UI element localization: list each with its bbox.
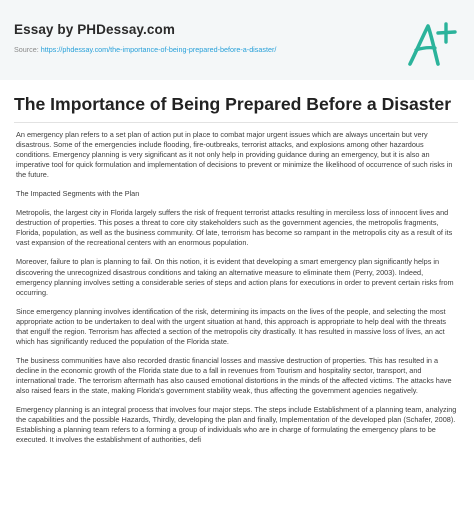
essay-body bbox=[16, 130, 460, 454]
essay-title: The Importance of Being Prepared Before a Disaster bbox=[14, 94, 452, 114]
paragraph-1: An emergency plan refers to a set plan of action put in place to combat major urgent issues which are always uncertain but very disastrous. Some of the emergencies include flooding, fire-outbreaks, terrorist attacks, and explosions among other hazardous conditions. Emergency planning is very significant as it not only help in providing guidance during an emergency, but it is also an imperative tool for quick formulation and implementation of decisions to prevent or minimize the likelihood of occurrence of such risks in the future. bbox=[16, 130, 453, 180]
site-title: Essay by PHDessay.com bbox=[14, 22, 175, 37]
paragraph-3: Moreover, failure to plan is planning to fail. On this notion, it is evident that developing a smart emergency plan significantly helps in discovering the unrecognized disastrous conditions and taking an alternative measure to eliminate them (Perry, 2003). Indeed, emergency planning involves setting a considerable series of steps and action plans for executions in order to prevent certain risks from occurring. bbox=[16, 257, 454, 297]
section-heading: The Impacted Segments with the Plan bbox=[16, 189, 140, 199]
source-label: Source: bbox=[14, 45, 39, 54]
paragraph-4: Since emergency planning involves identification of the risk, determining its impacts on the lives of the people, and selecting the most appropriate action to be undertaken to deal with the urgent situation at hand, this approach is appropriate to help deal with the threats that engulf the region. Terrorism has affected a section of the metropolis city drastically. It has resulted in massive loss of lives, an act which has significantly reduced the population of the Florida state. bbox=[16, 306, 446, 346]
paragraph-5: The business communities have also recorded drastic financial losses and massive destruction of properties. This has resulted in a decline in the economic growth of the Florida state due to a fall in revenues from Tourism and hospitality sector, transport, and international trade. The terrorism aftermath has also caused emotional distortions in the minds of the affected victims. The attacks have also raised fears in the state, making Florida's government stability weak, thus affecting the government agencies negatively. bbox=[16, 355, 452, 395]
a-plus-logo-icon bbox=[404, 18, 460, 70]
paragraph-2: Metropolis, the largest city in Florida largely suffers the risk of frequent terrorist attacks resulting in merciless loss of innocent lives and destruction of properties. This poses a threat to core city stakeholders such as the government agencies, the metropolis fragments, Florida, population, as well as the business community. Of late, terrorism has become so rampant in the metropolis city as a result of its vast expansion of the recreational centers with an enormous population. bbox=[16, 208, 453, 248]
source-line bbox=[14, 45, 394, 54]
page-header bbox=[0, 0, 474, 80]
title-divider bbox=[14, 122, 458, 123]
paragraph-6: Emergency planning is an integral process that involves four major steps. The steps include Establishment of a planning team, analyzing the capabilities and the possible Hazards, Thirdly, developing the plan and finally, Implementation of the developed plan (Schafer, 2008). Establishing a planning team refers to a forming a group of individuals who are in charge of formulating the emergency plans to be executed. It involves the establishment of authorities, defi bbox=[16, 405, 457, 445]
source-link[interactable]: https://phdessay.com/the-importance-of-being-prepared-before-a-disaster/ bbox=[40, 45, 277, 54]
bottom-fade-overlay bbox=[0, 470, 474, 515]
